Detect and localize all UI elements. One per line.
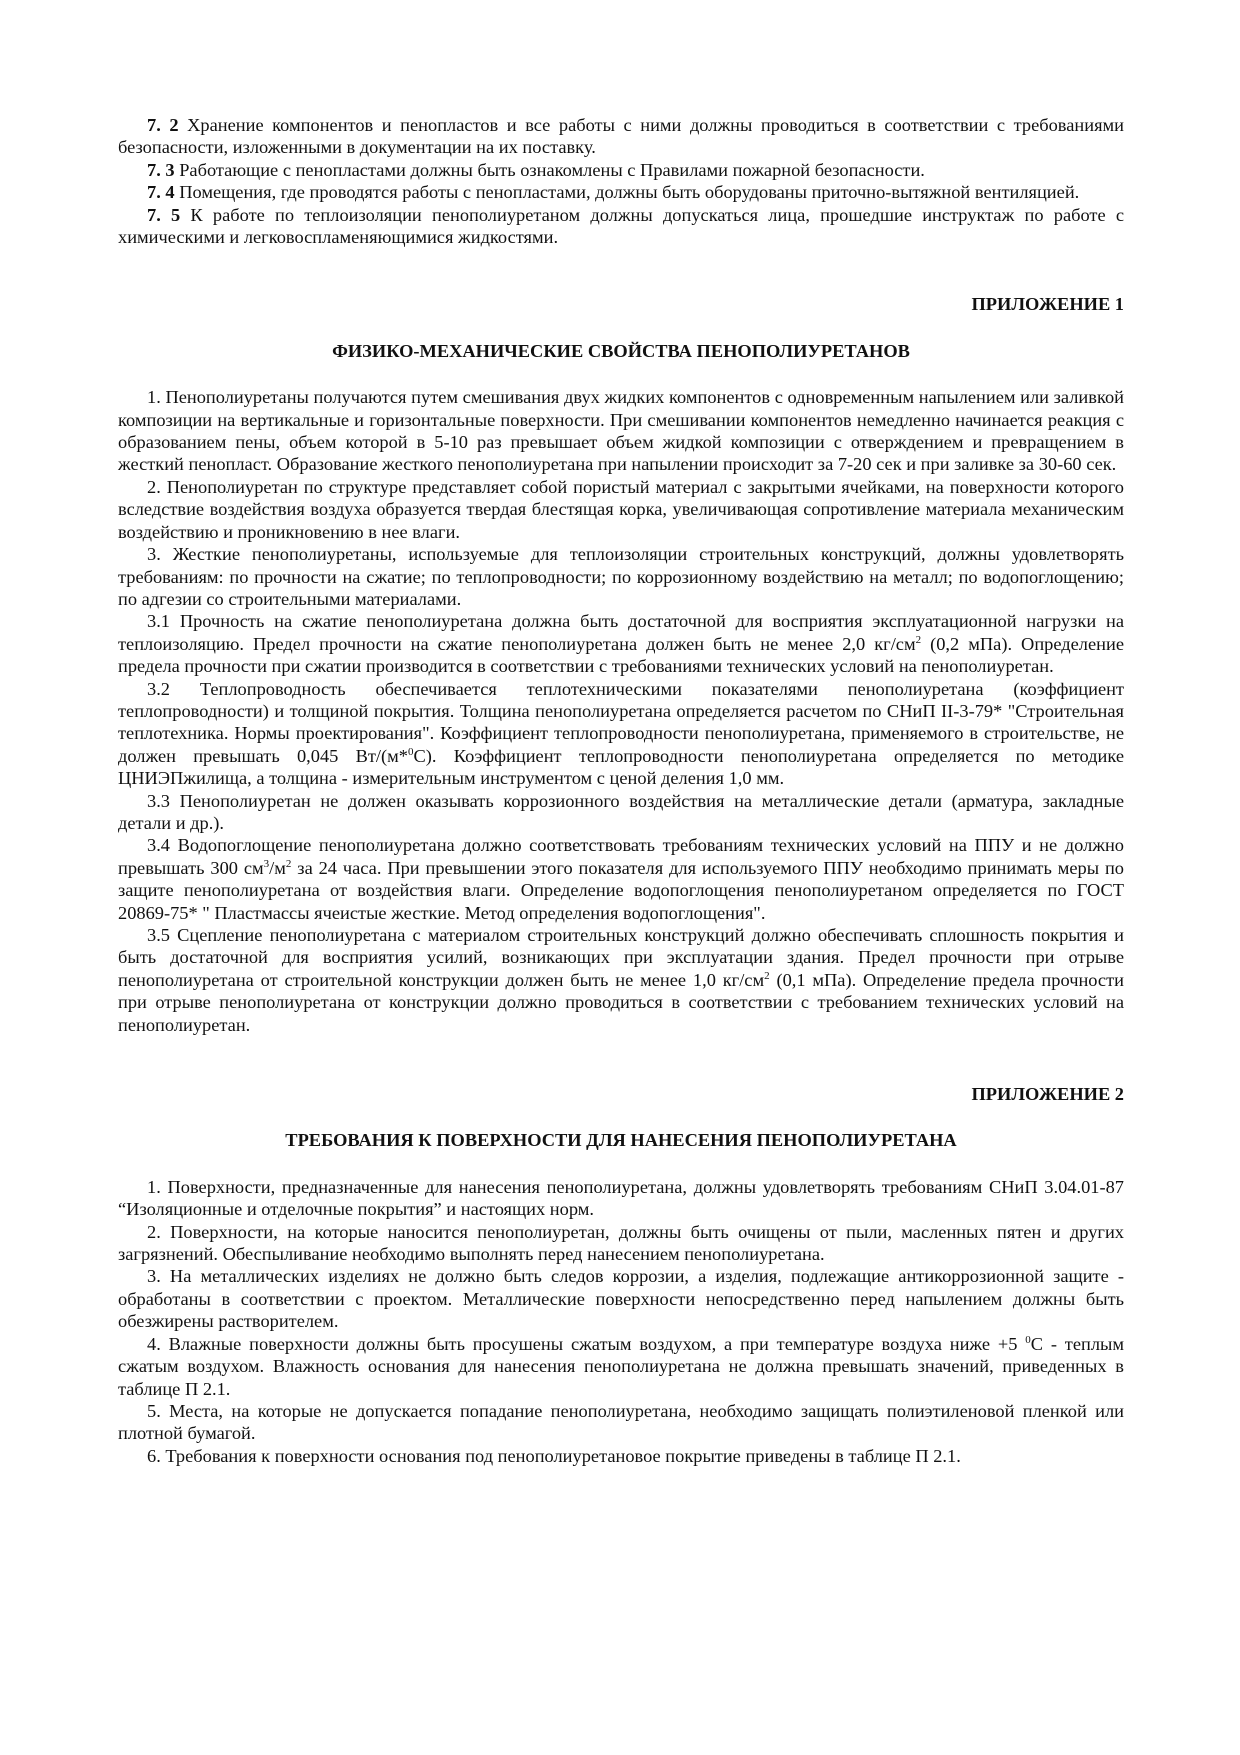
text-run: за 24 часа. При превышении этого показателя для используемого ППУ необходимо принимать меры по защите пенополиуретана от воздействия влаги. Определение водопоглощения пенополиуретаном определяется по ГОСТ 20869-75* " Пластмассы ячеистые жесткие. Метод определения водопоглощения".	[118, 857, 1124, 923]
appendix-2-label: ПРИЛОЖЕНИЕ 2	[971, 1084, 1124, 1105]
text-run: С - теплым сжатым воздухом. Влажность основания для нанесения пенополиуретана не должна превышать значений, приведенных в таблице П 2.1.	[118, 1333, 1124, 1399]
appendix-2-paragraph-2: 2. Поверхности, на которые наносится пенополиуретан, должны быть очищены от пыли, масленных пятен и других загрязнений. Обеспыливание необходимо выполнять перед нанесением пенополиуретана.	[118, 1221, 1124, 1265]
appendix-1-paragraph-3-4	[118, 834, 1124, 924]
clause-text: Хранение компонентов и пенопластов и все работы с ними должны проводиться в соответствии с требованиями безопасности, изложенными в документации на их поставку.	[118, 115, 1125, 158]
clause-text: К работе по теплоизоляции пенополиуретаном должны допускаться лица, прошедшие инструктаж по работе с химическими и легковоспламеняющимися жидкостями.	[118, 204, 1124, 248]
superscript: 0	[1025, 1333, 1031, 1346]
text-run: /м	[269, 857, 286, 878]
paragraph-7-2	[118, 114, 1124, 159]
appendix-1-paragraph-3-2	[118, 678, 1124, 790]
superscript: 2	[285, 857, 292, 870]
text-run: 3.1 Прочность на сжатие пенополиуретана должна быть достаточной для восприятия эксплуатационной нагрузки на теплоизоляцию. Предел прочности на сжатие пенополиуретана должен быть не менее 2,0 кг/см	[118, 611, 1124, 654]
text-run: 3.5 Сцепление пенополиуретана с материалом строительных конструкций должно обеспечивать сплошность покрытия и быть достаточной для восприятия усилий, возникающих при эксплуатации здания. Предел прочности при отрыве пенополиуретана от строительной конструкции должен быть не менее 1,0 кг/см	[118, 925, 1124, 990]
appendix-1-paragraph-3-5	[118, 924, 1124, 1036]
spacer	[118, 1105, 1124, 1129]
appendix-1-paragraph-3: 3. Жесткие пенополиуретаны, используемые для теплоизоляции строительных конструкций, должны удовлетворять требованиям: по прочности на сжатие; по теплопроводности; по коррозионному воздействию на металл; по водопоглощению; по адгезии со строительными материалами.	[118, 544, 1124, 609]
paragraph-7-4	[118, 181, 1124, 203]
superscript: 2	[915, 633, 922, 646]
appendix-1-paragraph-3-3: 3.3 Пенополиуретан не должен оказывать коррозионного воздействия на металлические детали (арматура, закладные детали и др.).	[118, 790, 1124, 833]
spacer	[118, 248, 1124, 293]
appendix-2-title: ТРЕБОВАНИЯ К ПОВЕРХНОСТИ ДЛЯ НАНЕСЕНИЯ ПЕНОПОЛИУРЕТАНА	[285, 1130, 957, 1151]
superscript: 2	[764, 969, 770, 982]
spacer	[118, 316, 1124, 340]
superscript: 0	[408, 745, 414, 758]
appendix-1-paragraph-3-1	[118, 610, 1124, 677]
appendix-1-paragraph-2: 2. Пенополиуретан по структуре представляет собой пористый материал с закрытыми ячейками, на поверхности которого вследствие воздействия воздуха образуется твердая блестящая корка, увеличивающая сопротивление материала механическим воздействию и проникновению в нее влаги.	[118, 476, 1124, 542]
appendix-1-label: ПРИЛОЖЕНИЕ 1	[971, 294, 1124, 315]
clause-text: Работающие с пенопластами должны быть ознакомлены с Правилами пожарной безопасности.	[174, 159, 925, 180]
appendix-2-paragraph-5: 5. Места, на которые не допускается попадание пенополиуретана, необходимо защищать полиэтиленовой пленкой или плотной бумагой.	[118, 1400, 1124, 1444]
superscript: 3	[263, 857, 270, 870]
clause-number: 7. 5	[147, 204, 181, 225]
paragraph-7-3	[118, 159, 1124, 181]
text-run: 4. Влажные поверхности должны быть просушены сжатым воздухом, а при температуре воздуха ниже +5	[147, 1333, 1026, 1354]
paragraph-7-5	[118, 204, 1124, 249]
appendix-1-paragraph-1: 1. Пенополиуретаны получаются путем смешивания двух жидких компонентов с одновременным напылением или заливкой композиции на вертикальные и горизонтальные поверхности. При смешивании компонентов немедленно начинается реакция с образованием пены, объем которой в 5-10 раз превышает объем жидкой композиции с отверждением и превращением в жесткий пенопласт. Образование жесткого пенополиуретана при напылении происходит за 7-20 сек и при заливке за 30-60 сек.	[118, 387, 1124, 475]
appendix-2-paragraph-6: 6. Требования к поверхности основания под пенополиуретановое покрытие приведены в таблице П 2.1.	[147, 1445, 961, 1466]
appendix-2-paragraph-4	[118, 1333, 1124, 1400]
text-run: 3.4 Водопоглощение пенополиуретана должно соответствовать требованиям технических условий на ППУ и не должно превышать 300 см	[118, 835, 1124, 878]
spacer	[118, 1152, 1124, 1176]
text-run: С). Коэффициент теплопроводности пенополиуретана определяется по методике ЦНИЭПжилища, а толщина - измерительным инструментом с ценой деления 1,0 мм.	[118, 745, 1124, 789]
clause-number: 7. 3	[147, 159, 175, 180]
appendix-1-title: ФИЗИКО-МЕХАНИЧЕСКИЕ СВОЙСТВА ПЕНОПОЛИУРЕТАНОВ	[332, 340, 910, 361]
text-run: 3.2 Теплопроводность обеспечивается теплотехническими показателями пенополиуретана (коэффициент теплопроводности) и толщиной покрытия. Толщина пенополиуретана определяется расчетом по СНиП II-3-79* "Строительная теплотехника. Нормы проектирования". Коэффициент теплопроводности пенополиуретана, применяемого в строительстве, не должен превышать 0,045 Вт/(м*	[118, 678, 1124, 766]
spacer	[118, 1036, 1124, 1083]
document-page	[118, 114, 1124, 1467]
text-run: (0,1 мПа). Определение предела прочности при отрыве пенополиуретана от конструкции должно проводиться в соответствии с требованием технических условий на пенополиуретан.	[118, 969, 1124, 1035]
clause-number: 7. 2	[147, 115, 179, 135]
text-run: (0,2 мПа). Определение предела прочности при сжатии производится в соответствии с требованиями технических условий на пенополиуретан.	[118, 633, 1124, 677]
appendix-2-paragraph-3: 3. На металлических изделиях не должно быть следов коррозии, а изделия, подлежащие антикоррозионной защите - обработаны в соответствии с проектом. Металлические поверхности непосредственно перед напылением должны быть обезжирены растворителем.	[118, 1266, 1124, 1332]
clause-text: Помещения, где проводятся работы с пенопластами, должны быть оборудованы приточно-вытяжной вентиляцией.	[174, 182, 1080, 203]
clause-number: 7. 4	[147, 182, 175, 203]
spacer	[118, 362, 1124, 386]
appendix-2-paragraph-1: 1. Поверхности, предназначенные для нанесения пенополиуретана, должны удовлетворять требованиям СНиП 3.04.01-87 “Изоляционные и отделочные покрытия” и настоящих норм.	[118, 1176, 1124, 1220]
